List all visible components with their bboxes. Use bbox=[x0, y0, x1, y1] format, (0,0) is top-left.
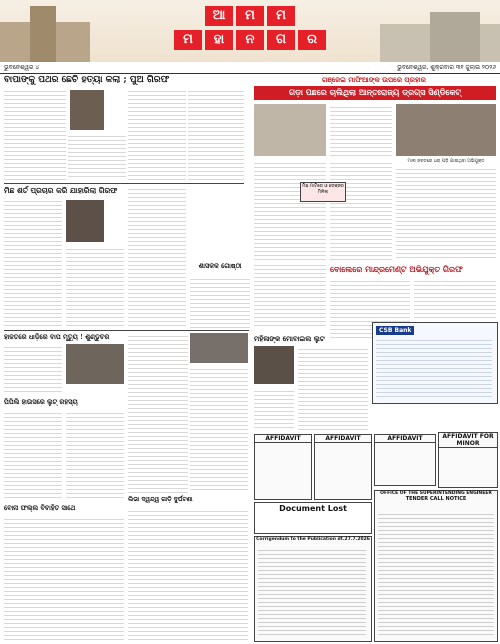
csb-bank-ad bbox=[372, 322, 498, 404]
dateline-right: ଭୁବନେଶ୍ୱର, ଶୁକ୍ରବାର ୩୧ ଜୁଲାଇ ୨୦୨୬ bbox=[397, 64, 496, 71]
kicker: ଗଞ୍ଜେଇ ମାଫିଆଙ୍କ ଉପରେ ପ୍ରହାର bbox=[322, 76, 426, 84]
article-text bbox=[330, 160, 392, 260]
accused-photo bbox=[396, 104, 496, 156]
headline-group: ଶାସକକ ଗୋଷ୍ଠୀ bbox=[198, 262, 242, 270]
tender-table bbox=[378, 511, 494, 635]
divider bbox=[4, 183, 244, 184]
tender-office: OFFICE OF THE SUPERINTENDING ENGINEER bbox=[380, 491, 492, 496]
article-text bbox=[128, 508, 248, 640]
article-text bbox=[4, 516, 124, 640]
headline-custody-death: ହାଜତରେ ଧାଡ଼ିରେ ବାପ ମୃତ୍ୟୁ ! ଶୁଣ୍ଡୁଚର bbox=[4, 333, 110, 341]
headline-pipili: ପିପିଲି ହାଉସରେ ଲୁଟ୍ ରହସ୍ୟ bbox=[4, 398, 78, 406]
tender-title: TENDER CALL NOTICE bbox=[405, 496, 467, 502]
article-photo bbox=[66, 344, 124, 384]
corrigendum-ad bbox=[254, 536, 372, 642]
headline-father-murder: ବାପାଙ୍କୁ ପଥର ଛେଚି ହତ୍ୟା କଲା ; ପୁଅ ଗିରଫ bbox=[4, 75, 170, 85]
ad-title: AFFIDAVIT bbox=[255, 435, 311, 443]
article-text bbox=[414, 278, 496, 318]
headline-accused-arrest: ବୋଲେରେ ମାନ୍ଦ୍ରମେଣ୍ଟ ଅଭିଯୁକ୍ତ ଗିରଫ bbox=[330, 264, 463, 274]
article-text bbox=[128, 186, 186, 328]
article-text bbox=[190, 276, 250, 328]
article-text bbox=[66, 410, 124, 500]
ad-title: Document Lost bbox=[279, 504, 347, 513]
masthead-letter: ର bbox=[298, 30, 326, 50]
ad-title: AFFIDAVIT bbox=[315, 435, 371, 443]
article-text bbox=[188, 88, 244, 180]
csb-bank-logo: CSB Bank bbox=[376, 326, 414, 335]
dateline-left: ଭୁବନେଶ୍ୱର ୪ bbox=[4, 64, 40, 71]
article-text bbox=[4, 198, 62, 328]
photo-caption: ମାଲ ଜବତରେ ଧରା ପଡ଼ି ଯାଇଥିବା ଅଭିଯୁକ୍ତ bbox=[407, 159, 485, 164]
ad-title: Corrigendum to the Publication dt.27.7.2026 bbox=[256, 537, 370, 542]
headline-drug-syndicate: ଗଡ଼ା ପଛରେ ଚାଲିଥିଲା ଆନ୍ତଃରାଜ୍ୟ ଡ୍ରଗ୍ସ ସିଣ୍ଡିକେଟ୍ bbox=[254, 86, 496, 100]
masthead-letter: ଗ bbox=[267, 30, 295, 50]
masthead-letter: ମ bbox=[267, 6, 295, 26]
article-text bbox=[254, 160, 326, 260]
article-photo bbox=[190, 333, 248, 363]
ad-text bbox=[376, 337, 492, 397]
affidavit-minor-ad bbox=[438, 432, 498, 488]
masthead-letter: ହା bbox=[205, 30, 233, 50]
article-text bbox=[4, 88, 66, 180]
headline-fake-promo: ମିଛ ଶର୍ତ ପ୍ରଚାର କରି ଯାହାରିଲା ଗିରଫ bbox=[4, 186, 118, 195]
article-text bbox=[330, 104, 392, 156]
article-text bbox=[4, 410, 62, 500]
masthead bbox=[0, 0, 500, 62]
ad-text bbox=[258, 547, 366, 635]
headline-accident: ଲିଭା ଦ୍ୱନ୍ଦ୍ୱ ଗାଡ଼ି ଦୁର୍ଘଟଣା bbox=[128, 496, 193, 503]
seized-goods-photo bbox=[254, 104, 326, 156]
masthead-row2 bbox=[150, 30, 350, 50]
accused-photo bbox=[254, 346, 294, 384]
masthead-letter: ନ bbox=[236, 30, 264, 50]
tender-notice bbox=[374, 490, 498, 642]
skyline-right-block bbox=[430, 12, 480, 62]
article-text bbox=[66, 246, 124, 328]
article-text bbox=[4, 344, 62, 394]
affidavit-ad bbox=[374, 434, 436, 486]
masthead-letter: ମ bbox=[174, 30, 202, 50]
article-photo bbox=[66, 200, 104, 242]
affidavit-ad bbox=[254, 434, 312, 500]
document-lost-ad bbox=[254, 502, 372, 534]
article-photo bbox=[70, 90, 104, 130]
article-text bbox=[254, 262, 326, 328]
headline-marriage: ବୋନା ଫଲ୍ଲ ବିବାହିତ ସାଥେ bbox=[4, 504, 76, 512]
article-text bbox=[128, 333, 188, 493]
article-text bbox=[298, 346, 368, 430]
dateline bbox=[0, 64, 500, 74]
article-text bbox=[254, 388, 294, 430]
article-text bbox=[190, 366, 248, 493]
photo-tag: ମିଛ ମାଟିରେ ଓ ଡେଞ୍ଜର ମିଳିଲା bbox=[300, 182, 346, 202]
ad-title: AFFIDAVIT bbox=[375, 435, 435, 443]
affidavit-ad bbox=[314, 434, 372, 500]
article-text bbox=[128, 88, 186, 180]
masthead-letter: ମ bbox=[236, 6, 264, 26]
article-text bbox=[68, 133, 126, 180]
headline-mobile-loot: ମହିଳାଙ୍କ ମୋବାଇଲ ଲୁଟ bbox=[254, 334, 325, 343]
masthead-letter: ଆ bbox=[205, 6, 233, 26]
masthead-row1 bbox=[150, 6, 350, 26]
divider bbox=[4, 330, 249, 331]
ad-title: AFFIDAVIT FOR MINOR bbox=[439, 433, 497, 448]
skyline-left-tower bbox=[30, 6, 56, 62]
article-text bbox=[396, 166, 496, 260]
